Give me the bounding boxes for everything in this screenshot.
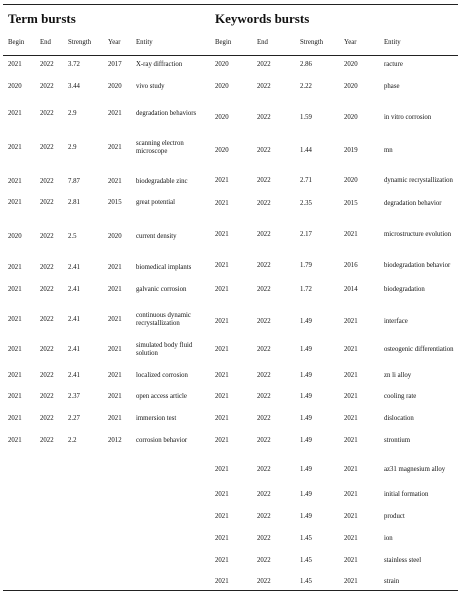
term-begin: 2021 [8, 110, 22, 117]
keyword-year: 2021 [344, 372, 358, 379]
keyword-begin: 2021 [215, 437, 229, 444]
keyword-end: 2022 [257, 535, 271, 542]
term-end: 2022 [40, 144, 54, 151]
keyword-strength: 1.49 [300, 513, 312, 520]
term-begin: 2020 [8, 233, 22, 240]
keyword-entity: product [384, 513, 405, 520]
term-entity: galvanic corrosion [136, 286, 187, 293]
term-header-end: End [40, 39, 51, 46]
keyword-begin: 2021 [215, 372, 229, 379]
keyword-begin: 2021 [215, 318, 229, 325]
keyword-entity: ion [384, 535, 393, 542]
keyword-end: 2022 [257, 491, 271, 498]
keyword-entity: osteogenic differentiation [384, 346, 454, 353]
term-strength: 2.41 [68, 264, 80, 271]
term-strength: 2.41 [68, 372, 80, 379]
keyword-begin: 2021 [215, 177, 229, 184]
keyword-strength: 2.35 [300, 200, 312, 207]
term-end: 2022 [40, 286, 54, 293]
keyword-bursts-title: Keywords bursts [215, 11, 310, 26]
term-strength: 2.81 [68, 199, 80, 206]
keyword-end: 2022 [257, 318, 271, 325]
keyword-end: 2022 [257, 200, 271, 207]
keyword-end: 2022 [257, 393, 271, 400]
term-strength: 2.41 [68, 316, 80, 323]
keyword-entity: racture [384, 61, 403, 68]
keyword-strength: 1.45 [300, 535, 312, 542]
term-year: 2020 [108, 233, 122, 240]
term-end: 2022 [40, 264, 54, 271]
term-strength: 7.87 [68, 178, 80, 185]
term-end: 2022 [40, 110, 54, 117]
keyword-begin: 2021 [215, 200, 229, 207]
keyword-end: 2022 [257, 83, 271, 90]
term-strength: 2.41 [68, 346, 80, 353]
keyword-strength: 1.49 [300, 372, 312, 379]
term-strength: 2.9 [68, 144, 77, 151]
keyword-year: 2021 [344, 513, 358, 520]
keyword-strength: 1.59 [300, 114, 312, 121]
keyword-year: 2020 [344, 177, 358, 184]
keyword-strength: 2.86 [300, 61, 312, 68]
keyword-strength: 1.49 [300, 415, 312, 422]
keyword-year: 2020 [344, 61, 358, 68]
term-year: 2021 [108, 178, 122, 185]
keyword-begin: 2021 [215, 415, 229, 422]
term-end: 2022 [40, 346, 54, 353]
keyword-header-year: Year [344, 39, 357, 46]
term-begin: 2021 [8, 178, 22, 185]
header-rule [3, 55, 458, 56]
keyword-begin: 2020 [215, 114, 229, 121]
keyword-strength: 1.45 [300, 557, 312, 564]
keyword-entity: biodegradation behavior [384, 262, 451, 269]
keyword-header-end: End [257, 39, 268, 46]
keyword-begin: 2020 [215, 61, 229, 68]
keyword-entity: stainless steel [384, 557, 422, 564]
term-year: 2017 [108, 61, 122, 68]
keyword-entity: mn [384, 147, 393, 154]
keyword-strength: 1.49 [300, 393, 312, 400]
keyword-year: 2020 [344, 83, 358, 90]
keyword-strength: 1.44 [300, 147, 312, 154]
keyword-strength: 2.71 [300, 177, 312, 184]
term-strength: 2.41 [68, 286, 80, 293]
term-year: 2021 [108, 393, 122, 400]
keyword-year: 2021 [344, 393, 358, 400]
term-year: 2021 [108, 316, 122, 323]
keyword-end: 2022 [257, 231, 271, 238]
term-header-year: Year [108, 39, 121, 46]
term-begin: 2021 [8, 415, 22, 422]
term-end: 2022 [40, 233, 54, 240]
keyword-end: 2022 [257, 437, 271, 444]
keyword-entity: dislocation [384, 415, 414, 422]
keyword-header-strength: Strength [300, 39, 324, 46]
term-end: 2022 [40, 437, 54, 444]
term-entity: open access article [136, 393, 187, 400]
term-end: 2022 [40, 415, 54, 422]
keyword-strength: 1.72 [300, 286, 312, 293]
term-year: 2021 [108, 346, 122, 353]
top-rule [3, 4, 458, 5]
keyword-entity: az31 magnesium alloy [384, 466, 446, 473]
keyword-year: 2015 [344, 200, 358, 207]
term-end: 2022 [40, 393, 54, 400]
keyword-begin: 2021 [215, 535, 229, 542]
term-begin: 2021 [8, 199, 22, 206]
term-entity: biodegradable zinc [136, 178, 188, 185]
term-bursts-title: Term bursts [8, 11, 76, 26]
term-entity: immersion test [136, 415, 177, 422]
keyword-begin: 2021 [215, 262, 229, 269]
term-end: 2022 [40, 61, 54, 68]
keyword-year: 2021 [344, 231, 358, 238]
term-strength: 2.2 [68, 437, 77, 444]
keyword-end: 2022 [257, 61, 271, 68]
keyword-entity: phase [384, 83, 400, 90]
term-end: 2022 [40, 199, 54, 206]
term-begin: 2021 [8, 316, 22, 323]
term-year: 2021 [108, 144, 122, 151]
keyword-end: 2022 [257, 346, 271, 353]
keyword-year: 2021 [344, 466, 358, 473]
term-entity: localized corrosion [136, 372, 188, 379]
keyword-entity: degradation behavior [384, 200, 442, 207]
term-year: 2021 [108, 286, 122, 293]
keyword-year: 2021 [344, 491, 358, 498]
keyword-begin: 2021 [215, 346, 229, 353]
term-end: 2022 [40, 83, 54, 90]
keyword-begin: 2021 [215, 286, 229, 293]
term-year: 2021 [108, 372, 122, 379]
keyword-header-begin: Begin [215, 39, 232, 46]
term-strength: 3.72 [68, 61, 80, 68]
keyword-year: 2021 [344, 346, 358, 353]
keyword-end: 2022 [257, 415, 271, 422]
term-end: 2022 [40, 372, 54, 379]
term-begin: 2021 [8, 286, 22, 293]
keyword-entity: microstructure evolution [384, 231, 452, 238]
term-begin: 2021 [8, 393, 22, 400]
keyword-end: 2022 [257, 262, 271, 269]
term-year: 2021 [108, 110, 122, 117]
term-begin: 2020 [8, 83, 22, 90]
term-strength: 3.44 [68, 83, 80, 90]
keyword-year: 2021 [344, 578, 358, 585]
term-entity: current density [136, 233, 177, 240]
term-year: 2021 [108, 264, 122, 271]
keyword-begin: 2021 [215, 466, 229, 473]
keyword-year: 2021 [344, 557, 358, 564]
keyword-entity: strontium [384, 437, 411, 444]
keyword-begin: 2021 [215, 513, 229, 520]
keyword-strength: 1.45 [300, 578, 312, 585]
keyword-begin: 2020 [215, 147, 229, 154]
keyword-end: 2022 [257, 513, 271, 520]
term-begin: 2021 [8, 61, 22, 68]
keyword-year: 2021 [344, 318, 358, 325]
term-year: 2015 [108, 199, 122, 206]
term-entity: scanning electron microscope [136, 140, 184, 155]
term-strength: 2.27 [68, 415, 80, 422]
keyword-strength: 2.22 [300, 83, 312, 90]
keyword-strength: 1.79 [300, 262, 312, 269]
keyword-entity: initial formation [384, 491, 429, 498]
keyword-end: 2022 [257, 147, 271, 154]
term-entity: degradation behaviors [136, 110, 197, 117]
keyword-entity: dynamic recrystallization [384, 177, 453, 184]
keyword-entity: zn li alloy [384, 372, 412, 379]
term-strength: 2.9 [68, 110, 77, 117]
keyword-end: 2022 [257, 286, 271, 293]
keyword-strength: 1.49 [300, 437, 312, 444]
term-entity: biomedical implants [136, 264, 192, 271]
keyword-entity: strain [384, 578, 400, 585]
keyword-begin: 2021 [215, 231, 229, 238]
term-begin: 2021 [8, 372, 22, 379]
term-strength: 2.5 [68, 233, 77, 240]
term-entity: corrosion behavior [136, 437, 188, 444]
keyword-entity: biodegradation [384, 286, 425, 293]
keyword-end: 2022 [257, 557, 271, 564]
keyword-begin: 2021 [215, 557, 229, 564]
term-year: 2012 [108, 437, 122, 444]
keyword-begin: 2021 [215, 578, 229, 585]
term-entity: X-ray diffraction [136, 61, 183, 68]
keyword-year: 2021 [344, 415, 358, 422]
term-entity: great potential [136, 199, 176, 206]
term-strength: 2.37 [68, 393, 80, 400]
keyword-end: 2022 [257, 177, 271, 184]
keyword-strength: 1.49 [300, 346, 312, 353]
term-begin: 2021 [8, 144, 22, 151]
keyword-entity: interface [384, 318, 408, 325]
keyword-strength: 1.49 [300, 466, 312, 473]
keyword-begin: 2020 [215, 83, 229, 90]
bottom-rule [3, 590, 458, 591]
keyword-end: 2022 [257, 114, 271, 121]
term-end: 2022 [40, 178, 54, 185]
term-entity: continuous dynamic recrystallization [136, 312, 191, 327]
keyword-year: 2014 [344, 286, 358, 293]
term-header-begin: Begin [8, 39, 25, 46]
keyword-entity: in vitro corrosion [384, 114, 432, 121]
keyword-entity: cooling rate [384, 393, 417, 400]
keyword-strength: 2.17 [300, 231, 312, 238]
term-end: 2022 [40, 316, 54, 323]
keyword-strength: 1.49 [300, 318, 312, 325]
term-begin: 2021 [8, 346, 22, 353]
term-begin: 2021 [8, 264, 22, 271]
keyword-end: 2022 [257, 466, 271, 473]
term-header-entity: Entity [136, 39, 153, 46]
keyword-strength: 1.49 [300, 491, 312, 498]
term-entity: simulated body fluid solution [136, 342, 193, 357]
keyword-year: 2021 [344, 437, 358, 444]
term-entity: vivo study [136, 83, 165, 90]
keyword-end: 2022 [257, 578, 271, 585]
keyword-year: 2019 [344, 147, 358, 154]
keyword-header-entity: Entity [384, 39, 401, 46]
term-begin: 2021 [8, 437, 22, 444]
term-year: 2021 [108, 415, 122, 422]
keyword-year: 2020 [344, 114, 358, 121]
term-year: 2020 [108, 83, 122, 90]
term-header-strength: Strength [68, 39, 92, 46]
keyword-begin: 2021 [215, 491, 229, 498]
keyword-begin: 2021 [215, 393, 229, 400]
keyword-year: 2016 [344, 262, 358, 269]
keyword-year: 2021 [344, 535, 358, 542]
keyword-end: 2022 [257, 372, 271, 379]
